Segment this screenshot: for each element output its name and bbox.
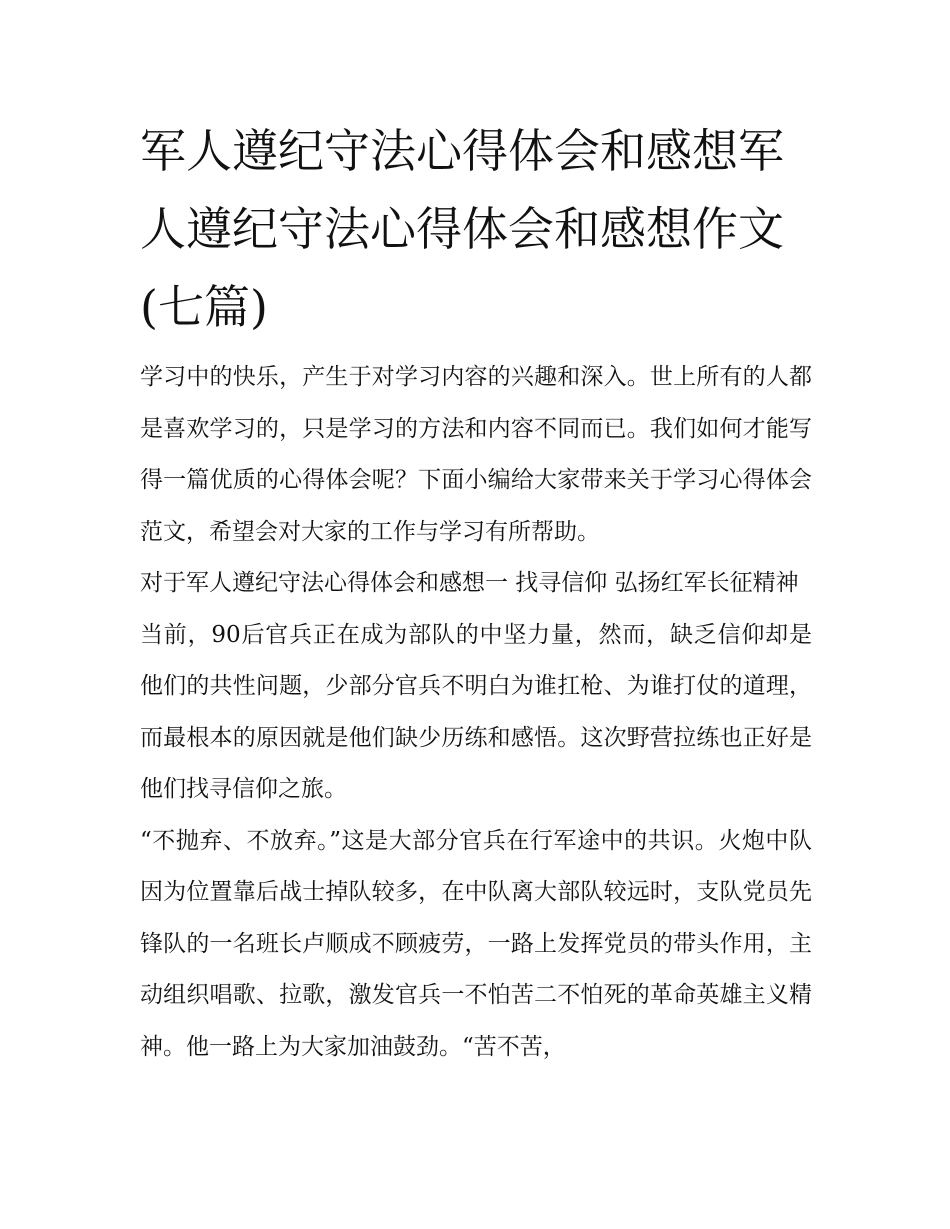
document-title: 军人遵纪守法心得体会和感想军人遵纪守法心得体会和感想作文(七篇)	[140, 124, 784, 334]
document-body	[140, 352, 812, 1073]
paragraph-intro: 学习中的快乐，产生于对学习内容的兴趣和深入。世上所有的人都是喜欢学习的，只是学习的方法和内容不同而已。我们如何才能写得一篇优质的心得体会呢？下面小编给大家带来关于学习心得体会范文，希望会对大家的工作与学习有所帮助。	[140, 364, 812, 545]
paragraph-current-situation: 当前，90后官兵正在成为部队的中坚力量，然而，缺乏信仰却是他们的共性问题，少部分官兵不明白为谁扛枪、为谁打仗的道理，而最根本的原因就是他们缺少历练和感悟。这次野营拉练也正好是他们找寻信仰之旅。	[140, 621, 812, 802]
paragraph-section-heading: 对于军人遵纪守法心得体会和感想一 找寻信仰 弘扬红军长征精神	[140, 570, 799, 596]
document-content	[140, 112, 812, 1073]
paragraph-never-give-up: “不抛弃、不放弃。”这是大部分官兵在行军途中的共识。火炮中队因为位置靠后战士掉队较多，在中队离大部队较远时，支队党员先锋队的一名班长卢顺成不顾疲劳，一路上发挥党员的带头作用，主动组织唱歌、拉歌，激发官兵一不怕苦二不怕死的革命英雄主义精神。他一路上为大家加油鼓劲。“苦不苦，	[140, 827, 812, 1060]
